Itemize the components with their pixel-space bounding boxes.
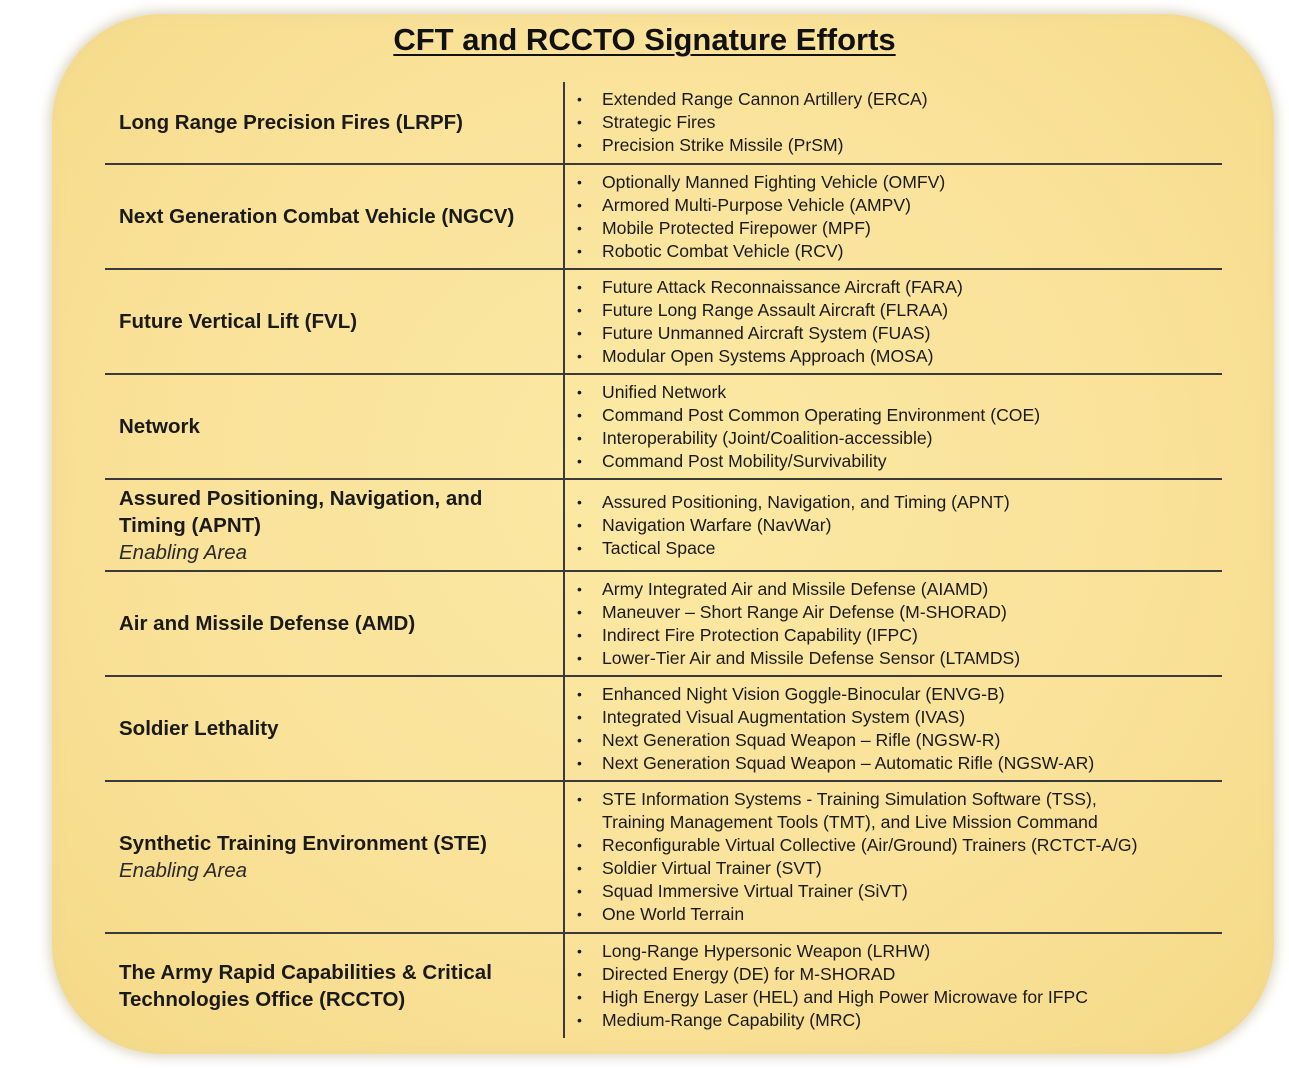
table-row-lrpf: [105, 82, 1222, 165]
list-item: • Interoperability (Joint/Coalition-accessible): [577, 427, 1222, 450]
row-label-cell: [105, 165, 565, 268]
item-list: [577, 276, 1222, 368]
list-item: • Modular Open Systems Approach (MOSA): [577, 345, 1222, 368]
row-items-cell: [565, 270, 1222, 373]
row-items-cell: [565, 934, 1222, 1038]
list-item: • Directed Energy (DE) for M-SHORAD: [577, 963, 1222, 986]
row-label-cell: [105, 782, 565, 932]
list-item: • High Energy Laser (HEL) and High Power Microwave for IFPC: [577, 986, 1222, 1009]
list-item: • Command Post Common Operating Environment (COE): [577, 404, 1222, 427]
row-sublabel: Enabling Area: [119, 540, 248, 564]
list-item: • Unified Network: [577, 381, 1222, 404]
row-label-cell: [105, 677, 565, 780]
row-label: Next Generation Combat Vehicle (NGCV): [119, 205, 515, 228]
table-row-apnt: [105, 480, 1222, 572]
list-item: • Tactical Space: [577, 537, 1222, 560]
table-row-ste: [105, 782, 1222, 934]
list-item: • Precision Strike Missile (PrSM): [577, 134, 1222, 157]
table-row-network: [105, 375, 1222, 480]
item-list: [577, 578, 1222, 670]
list-item: • Next Generation Squad Weapon – Automatic Rifle (NGSW-AR): [577, 752, 1222, 775]
list-item: • Future Long Range Assault Aircraft (FLRAA): [577, 299, 1222, 322]
list-item: • Reconfigurable Virtual Collective (Air/Ground) Trainers (RCTCT-A/G): [577, 834, 1222, 857]
row-items-cell: [565, 82, 1222, 163]
row-items-cell: [565, 165, 1222, 268]
row-label-line-1: Assured Positioning, Navigation, and: [119, 486, 483, 510]
list-item: • Future Attack Reconnaissance Aircraft (FARA): [577, 276, 1222, 299]
list-item: • Optionally Manned Fighting Vehicle (OMFV): [577, 171, 1222, 194]
item-list: [577, 491, 1222, 560]
row-label: Soldier Lethality: [119, 717, 279, 740]
list-item: • Strategic Fires: [577, 111, 1222, 134]
table-row-fvl: [105, 270, 1222, 375]
list-item: • Medium-Range Capability (MRC): [577, 1009, 1222, 1032]
row-label: Network: [119, 415, 200, 438]
list-item: • STE Information Systems - Training Simulation Software (TSS),: [577, 788, 1222, 811]
list-item: • Soldier Virtual Trainer (SVT): [577, 857, 1222, 880]
row-label-cell: [105, 934, 565, 1038]
item-list: [577, 683, 1222, 775]
row-label-cell: [105, 270, 565, 373]
list-item: • Squad Immersive Virtual Trainer (SiVT): [577, 880, 1222, 903]
list-item: • Long-Range Hypersonic Weapon (LRHW): [577, 940, 1222, 963]
row-label-line-2: Timing (APNT): [119, 513, 261, 537]
row-label: Future Vertical Lift (FVL): [119, 310, 358, 333]
row-label-line-1: The Army Rapid Capabilities & Critical: [119, 961, 492, 984]
row-items-cell: [565, 480, 1222, 570]
row-items-cell: [565, 572, 1222, 675]
list-item: • Maneuver – Short Range Air Defense (M-SHORAD): [577, 601, 1222, 624]
table-row-soldier-lethality: [105, 677, 1222, 782]
list-item: • Lower-Tier Air and Missile Defense Sensor (LTAMDS): [577, 647, 1222, 670]
list-item: • Mobile Protected Firepower (MPF): [577, 217, 1222, 240]
row-label: Synthetic Training Environment (STE): [119, 832, 487, 855]
row-label-cell: [105, 480, 565, 570]
page-title: CFT and RCCTO Signature Efforts: [393, 22, 896, 57]
row-label-line-2: Technologies Office (RCCTO): [119, 988, 406, 1011]
row-items-cell: [565, 782, 1222, 932]
list-item: • Navigation Warfare (NavWar): [577, 514, 1222, 537]
table-row-rccto: [105, 934, 1222, 1038]
row-label: Long Range Precision Fires (LRPF): [119, 111, 463, 134]
list-item: • Integrated Visual Augmentation System (IVAS): [577, 706, 1222, 729]
item-list: [577, 940, 1222, 1032]
list-item: • Next Generation Squad Weapon – Rifle (NGSW-R): [577, 729, 1222, 752]
list-item: • Command Post Mobility/Survivability: [577, 450, 1222, 473]
list-item: • Future Unmanned Aircraft System (FUAS): [577, 322, 1222, 345]
list-item: • One World Terrain: [577, 903, 1222, 926]
list-item: • Indirect Fire Protection Capability (IFPC): [577, 624, 1222, 647]
row-items-cell: [565, 375, 1222, 478]
row-label-cell: [105, 82, 565, 163]
row-label-cell: [105, 572, 565, 675]
list-item: • Enhanced Night Vision Goggle-Binocular (ENVG-B): [577, 683, 1222, 706]
table-row-ngcv: [105, 165, 1222, 270]
row-sublabel: Enabling Area: [119, 859, 248, 882]
list-item: • Armored Multi-Purpose Vehicle (AMPV): [577, 194, 1222, 217]
list-item: • Assured Positioning, Navigation, and Timing (APNT): [577, 491, 1222, 514]
item-list: [577, 788, 1222, 926]
list-item: • Extended Range Cannon Artillery (ERCA): [577, 88, 1222, 111]
item-list: [577, 88, 1222, 157]
list-item: • Robotic Combat Vehicle (RCV): [577, 240, 1222, 263]
item-list: [577, 381, 1222, 473]
efforts-table: [105, 82, 1222, 1038]
row-label-cell: [105, 375, 565, 478]
list-item-continuation: Training Management Tools (TMT), and Live Mission Command: [602, 812, 1098, 832]
table-row-amd: [105, 572, 1222, 677]
item-list: [577, 171, 1222, 263]
row-label: Air and Missile Defense (AMD): [119, 612, 416, 635]
row-items-cell: [565, 677, 1222, 780]
list-item: • Army Integrated Air and Missile Defense (AIAMD): [577, 578, 1222, 601]
